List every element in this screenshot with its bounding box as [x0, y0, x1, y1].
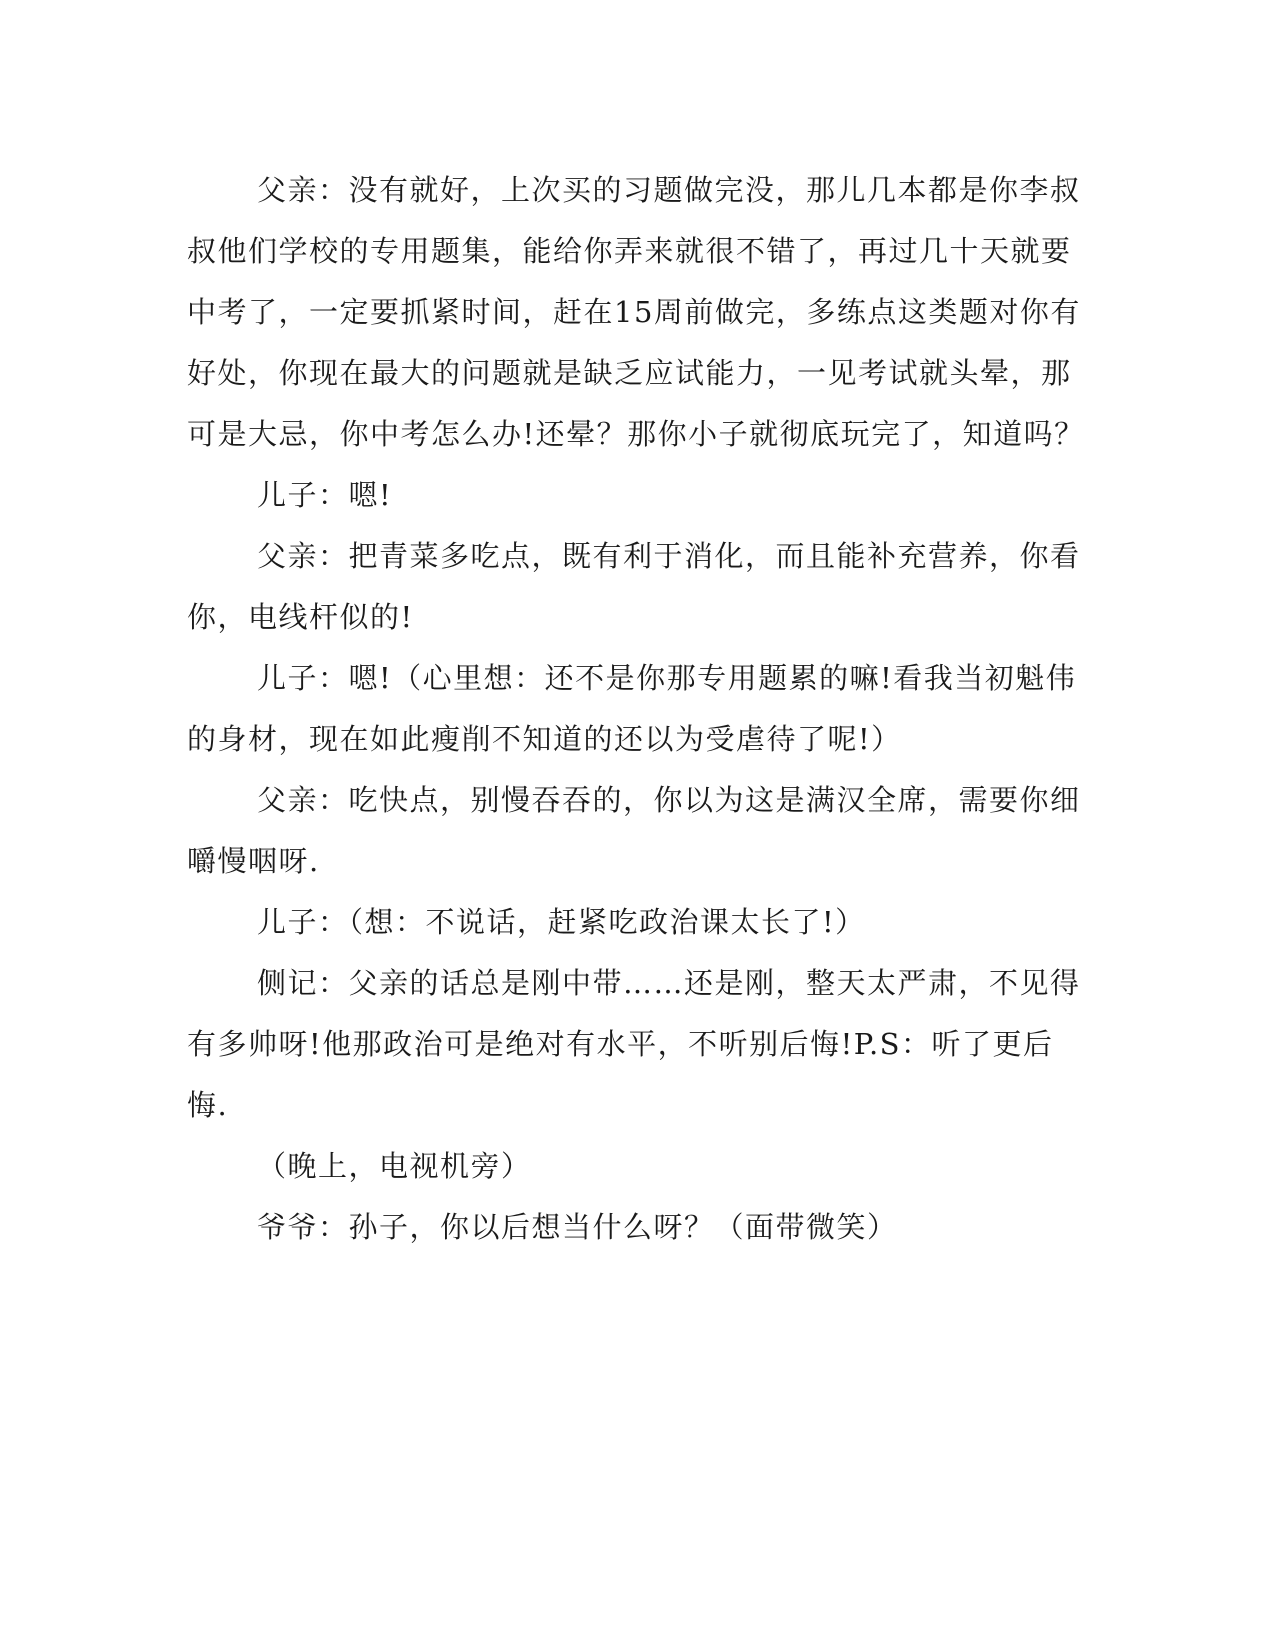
paragraph: 侧记：父亲的话总是刚中带……还是刚，整天太严肃，不见得有多帅呀!他那政治可是绝对有水平，不听别后悔!P.S：听了更后悔. [187, 966, 1081, 1122]
paragraph: 儿子：嗯! [257, 478, 393, 512]
paragraph: 父亲：没有就好，上次买的习题做完没，那儿几本都是你李叔叔他们学校的专用题集，能给你弄来就很不错了，再过几十天就要中考了，一定要抓紧时间，赶在15周前做完，多练点这类题对你有好处，你现在最大的问题就是缺乏应试能力，一见考试就头晕，那可是大忌，你中考怎么办!还晕？那你小子就彻底玩完了，知道吗？ [187, 173, 1085, 451]
paragraph: 父亲：吃快点，别慢吞吞的，你以为这是满汉全席，需要你细嚼慢咽呀. [187, 783, 1081, 878]
paragraph: 儿子：嗯!（心里想：还不是你那专用题累的嘛!看我当初魁伟的身材，现在如此瘦削不知道的还以为受虐待了呢!） [187, 661, 1077, 756]
paragraph: 儿子：（想：不说话，赶紧吃政治课太长了!） [257, 905, 866, 939]
paragraph: 爷爷：孙子，你以后想当什么呀？（面带微笑） [257, 1210, 898, 1244]
paragraph: （晚上，电视机旁） [257, 1149, 532, 1183]
document-body [187, 160, 1087, 1258]
paragraph: 父亲：把青菜多吃点，既有利于消化，而且能补充营养，你看你，电线杆似的! [187, 539, 1081, 634]
